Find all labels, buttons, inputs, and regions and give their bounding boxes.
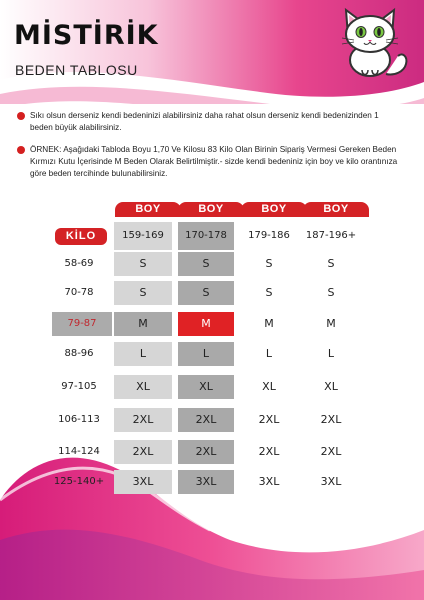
- note-size-advice: [30, 110, 400, 134]
- size-cell: M: [303, 312, 359, 336]
- size-cell: 3XL: [114, 470, 172, 494]
- size-cell: 2XL: [114, 440, 172, 464]
- height-header: 159-169: [114, 222, 172, 250]
- boy-header: BOY: [241, 202, 307, 217]
- bullet-icon: [17, 112, 25, 120]
- size-cell: M: [241, 312, 297, 336]
- size-cell: 2XL: [303, 440, 359, 464]
- size-cell: L: [241, 342, 297, 366]
- size-cell: 3XL: [303, 470, 359, 494]
- size-cell: 3XL: [241, 470, 297, 494]
- size-cell: L: [178, 342, 234, 366]
- size-cell: 2XL: [241, 440, 297, 464]
- kilo-cell: 58-69: [64, 258, 94, 269]
- kilo-cell: 79-87: [52, 312, 112, 336]
- size-cell: XL: [178, 375, 234, 399]
- size-cell: 2XL: [241, 408, 297, 432]
- note-text: ÖRNEK: Aşağıdaki Tabloda Boyu 1,70 Ve Kilosu 83 Kilo Olan Birinin Sipariş Vermesi Gereken Beden Kırmızı Kutu İçerisinde M Beden Olarak Belirtilmiştir.- sizde kendi bedeniniz için boy ve kilo orantınıza göre beden tercihinde bulunabilirsiniz.: [30, 145, 398, 178]
- size-cell: S: [303, 281, 359, 305]
- size-cell: XL: [241, 375, 297, 399]
- boy-header: BOY: [303, 202, 369, 217]
- size-cell: S: [114, 252, 172, 276]
- size-cell: S: [178, 281, 234, 305]
- size-cell: 2XL: [178, 440, 234, 464]
- boy-header: BOY: [115, 202, 181, 217]
- kilo-cell: 125-140+: [53, 476, 105, 487]
- note-example: [30, 144, 400, 179]
- kilo-cell: 70-78: [64, 287, 94, 298]
- brand-logo: MİSTİRİK: [14, 20, 159, 51]
- size-cell: L: [303, 342, 359, 366]
- kilo-cell: 97-105: [61, 381, 97, 392]
- size-cell: S: [241, 252, 297, 276]
- kilo-cell: 106-113: [58, 414, 100, 425]
- size-cell: S: [303, 252, 359, 276]
- height-header: 179-186: [241, 222, 297, 250]
- size-cell: S: [241, 281, 297, 305]
- size-cell: XL: [114, 375, 172, 399]
- cat-mascot-icon: [334, 2, 414, 80]
- size-cell: S: [114, 281, 172, 305]
- size-cell: L: [114, 342, 172, 366]
- note-text: Sıkı olsun derseniz kendi bedeninizi alabilirsiniz daha rahat olsun derseniz kendi bedenizinden 1 beden büyük alabilirsiniz.: [30, 111, 379, 132]
- size-cell: M: [114, 312, 172, 336]
- size-cell: XL: [303, 375, 359, 399]
- kilo-cell: 114-124: [58, 446, 100, 457]
- bullet-icon: [17, 146, 25, 154]
- kilo-cell: 88-96: [64, 348, 94, 359]
- height-header: 187-196+: [303, 222, 359, 250]
- size-cell: 2XL: [178, 408, 234, 432]
- size-cell: 3XL: [178, 470, 234, 494]
- height-header: 170-178: [178, 222, 234, 250]
- kilo-header: KİLO: [55, 228, 107, 245]
- size-cell: 2XL: [303, 408, 359, 432]
- size-cell: 2XL: [114, 408, 172, 432]
- size-cell: S: [178, 252, 234, 276]
- page-subtitle: BEDEN TABLOSU: [15, 62, 138, 78]
- size-cell: M: [178, 312, 234, 336]
- boy-header: BOY: [178, 202, 244, 217]
